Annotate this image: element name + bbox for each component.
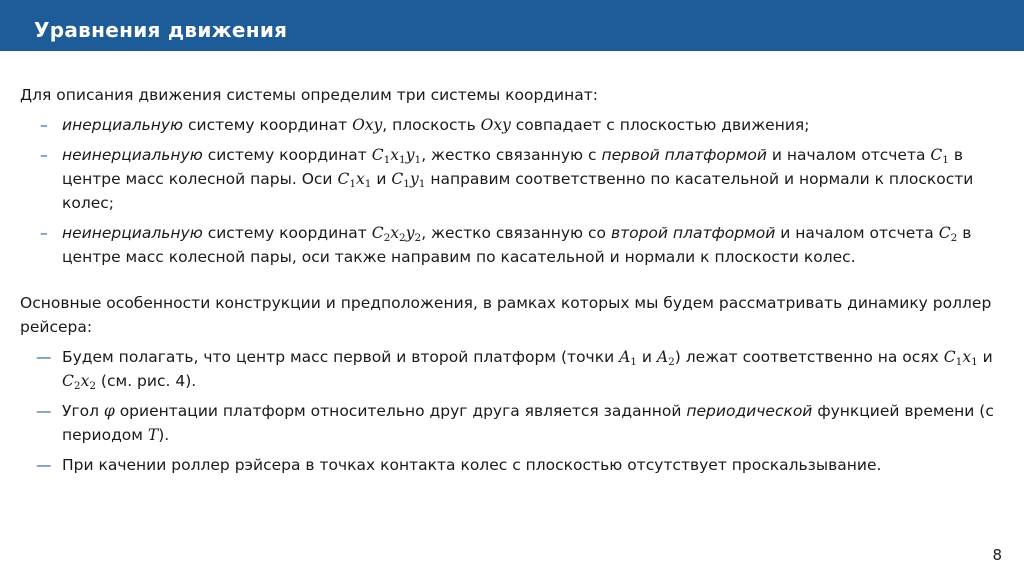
math-symbol: y [405, 224, 415, 242]
math-subscript: 2 [73, 380, 81, 392]
text: ориентации платформ относительно друг друга является заданной [114, 402, 687, 420]
intro-paragraph: Для описания движения системы определим три системы координат: [20, 86, 598, 104]
math-subscript: 2 [383, 232, 391, 244]
term: неинерциальную [62, 224, 203, 242]
page-number: 8 [992, 546, 1002, 564]
list-item [20, 453, 1010, 477]
list-item [20, 399, 1010, 447]
text: Будем полагать, что центр масс первой и второй платформ (точки [62, 348, 620, 366]
list-item [20, 345, 1010, 393]
math-symbol: C [391, 170, 404, 188]
text: систему координат [183, 116, 353, 134]
math [391, 170, 425, 188]
math: T [147, 426, 159, 444]
math: Oxy [352, 116, 383, 134]
math-subscript: 1 [418, 178, 426, 190]
list-item [20, 143, 1010, 215]
assumptions-list [20, 345, 1010, 477]
list-item [20, 221, 1010, 269]
math [372, 146, 421, 164]
text: ). [158, 426, 170, 444]
term: инерциальную [62, 116, 184, 134]
bullet: — [36, 402, 52, 420]
text: и началом отсчета [766, 146, 931, 164]
bullet: — [36, 348, 52, 366]
coordinate-systems-list [20, 113, 1010, 269]
math-symbol: C [371, 224, 384, 242]
text: совпадает с плоскостью движения; [510, 116, 810, 134]
slide-header [0, 0, 1024, 51]
math [939, 224, 958, 242]
math-subscript: 1 [399, 154, 406, 166]
emphasis: периодической [686, 402, 813, 420]
math [337, 170, 371, 188]
slide-content [20, 83, 1010, 483]
text: и [371, 170, 392, 188]
math-subscript: 1 [403, 178, 410, 190]
text: систему координат [202, 224, 372, 242]
math-symbol: y [405, 146, 415, 164]
text: в центре масс колесной пары, оси также направим по касательной и нормали к плоскости колес. [62, 224, 972, 266]
math-symbol: A [619, 348, 631, 366]
math-subscript: 1 [955, 356, 963, 368]
term: неинерциальную [62, 146, 203, 164]
math-symbol: C [337, 170, 350, 188]
math-subscript: 1 [630, 356, 637, 368]
math-subscript: 2 [668, 356, 675, 368]
math-symbol: C [943, 348, 956, 366]
math-subscript: 2 [399, 232, 406, 244]
text: и [636, 348, 657, 366]
math-symbol: C [938, 224, 951, 242]
bullet: — [36, 456, 52, 474]
math-symbol: x [356, 170, 365, 188]
math-subscript: 1 [942, 154, 949, 166]
text: и [977, 348, 993, 366]
text: (см. рис. 4). [96, 372, 197, 390]
math-subscript: 1 [971, 356, 978, 368]
math-symbol: x [962, 348, 972, 366]
math-subscript: 2 [89, 380, 96, 392]
math-subscript: 1 [383, 154, 391, 166]
math-symbol: y [409, 170, 419, 188]
math-symbol: C [930, 146, 943, 164]
text: ) лежат соответственно на осях [674, 348, 944, 366]
math [372, 224, 421, 242]
bullet: – [40, 224, 48, 242]
math-symbol: x [80, 372, 90, 390]
math-symbol: x [390, 146, 400, 164]
text: функцией времени (с периодом [62, 402, 994, 444]
math-symbol: x [390, 224, 400, 242]
math-symbol: C [371, 146, 384, 164]
math [62, 372, 96, 390]
list-item [20, 113, 1010, 137]
text: в центре масс колесной пары. Оси [62, 146, 964, 188]
text: систему координат [202, 146, 372, 164]
text: , плоскость [382, 116, 481, 134]
text: и началом отсчета [775, 224, 939, 242]
math: φ [103, 402, 115, 420]
math [619, 348, 637, 366]
math-subscript: 2 [950, 232, 958, 244]
text: , жестко связанную с [421, 146, 602, 164]
math-subscript: 1 [414, 154, 422, 166]
bullet: – [40, 146, 48, 164]
math [930, 146, 949, 164]
math: Oxy [480, 116, 511, 134]
bullet: – [40, 116, 48, 134]
math-subscript: 1 [364, 178, 372, 190]
emphasis: первой платформой [601, 146, 767, 164]
text: направим соответственно по касательной и нормали к плоскости колес; [62, 170, 974, 212]
slide-title: Уравнения движения [34, 18, 288, 42]
math-symbol: A [656, 348, 669, 366]
math [657, 348, 675, 366]
assumptions-paragraph: Основные особенности конструкции и предположения, в рамках которых мы будем рассматривать динамику роллер рейсера: [20, 294, 992, 336]
math-subscript: 2 [414, 232, 422, 244]
math [944, 348, 978, 366]
text: При качении роллер рэйсера в точках контакта колес с плоскостью отсутствует проскальзывание. [62, 456, 882, 474]
text: Угол [62, 402, 104, 420]
text: , жестко связанную со [421, 224, 611, 242]
emphasis: второй платформой [610, 224, 776, 242]
math-symbol: C [62, 372, 74, 390]
math-subscript: 1 [349, 178, 356, 190]
